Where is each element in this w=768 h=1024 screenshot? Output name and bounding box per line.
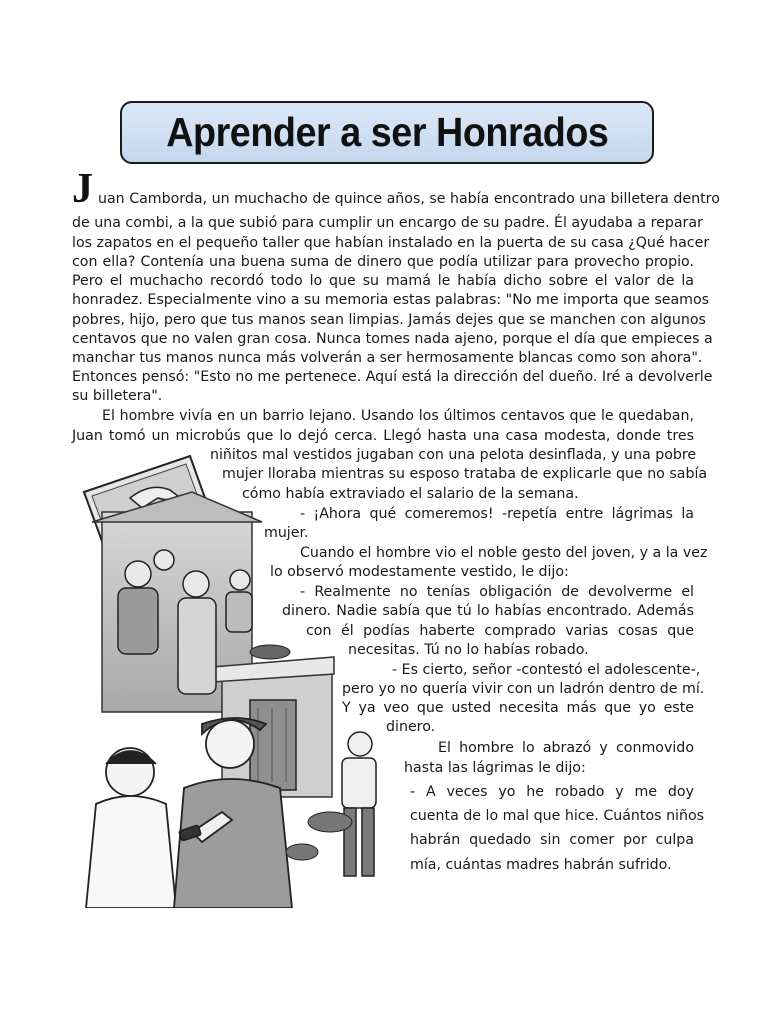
page-title: Aprender a ser Honrados [165, 109, 609, 155]
text-line: niñitos mal vestidos jugaban con una pelota desinflada, y una pobre [210, 447, 697, 463]
text-line: pobres, hijo, pero que tus manos sean limpias. Jamás dejes que se manchen con algunos [72, 312, 706, 328]
ground-rocks [286, 812, 352, 860]
story-illustration [72, 452, 402, 908]
text-line: de una combi, a la que subió para cumplir un encargo de su padre. Él ayudaba a reparar [72, 215, 703, 231]
text-line: - A veces yo he robado y me doy [410, 784, 694, 800]
text-line: mía, cuántas madres habrán sufrido. [410, 857, 672, 873]
text-line: El hombre lo abrazó y conmovido [438, 740, 694, 756]
text-line: mujer lloraba mientras su esposo trataba de explicarle que no sabía [222, 466, 708, 482]
boy-figure [342, 732, 376, 876]
text-line: los zapatos en el pequeño taller que habían instalado en la puerta de su casa ¿Qué hacer [72, 235, 710, 251]
text-line: con él podías haberte comprado varias cosas que [306, 623, 694, 639]
text-line: Cuando el hombre vio el noble gesto del joven, y a la vez [300, 545, 708, 561]
text-line: su billetera". [72, 388, 163, 404]
text-line: con ella? Contenía una buena suma de dinero que podía utilizar para provecho propio. [72, 254, 694, 270]
text-line: - Realmente no tenías obligación de devolverme el [300, 584, 694, 600]
text-line: centavos que no valen gran cosa. Nunca tomes nada ajeno, porque el día que empieces a [72, 331, 713, 347]
title-banner [120, 101, 654, 164]
text-line: mujer. [264, 525, 309, 541]
text-line: Pero el muchacho recordó todo lo que su mamá le había dicho sobre el valor de la [72, 273, 694, 289]
text-line: habrán quedado sin comer por culpa [410, 832, 694, 848]
text-line: necesitas. Tú no lo habías robado. [348, 642, 589, 658]
text-line: dinero. Nadie sabía que tú lo habías encontrado. Además [282, 603, 694, 619]
text-line: Y ya veo que usted necesita más que yo este [342, 700, 694, 716]
text-line: - Es cierto, señor -contestó el adolescente-, [392, 662, 701, 678]
text-line: cuenta de lo mal que hice. Cuántos niños [410, 808, 705, 824]
drop-cap: J [72, 166, 93, 212]
text-line: cómo había extraviado el salario de la semana. [242, 486, 579, 502]
text-line: honradez. Especialmente vino a su memoria estas palabras: "No me importa que seamos [72, 292, 710, 308]
text-line: lo observó modestamente vestido, le dijo: [270, 564, 569, 580]
text-line: dinero. [386, 719, 436, 735]
text-line: manchar tus manos nunca más volverán a ser hermosamente blancas como son ahora". [72, 350, 703, 366]
text-line: pero yo no quería vivir con un ladrón dentro de mí. [342, 681, 705, 697]
text-line: Juan tomó un microbús que lo dejó cerca. Llegó hasta una casa modesta, donde tres [72, 428, 694, 444]
text-line: Entonces pensó: "Esto no me pertenece. Aquí está la dirección del dueño. Iré a devolverle [72, 369, 713, 385]
text-line: hasta las lágrimas le dijo: [404, 760, 586, 776]
text-line: El hombre vivía en un barrio lejano. Usando los últimos centavos que le quedaban, [102, 408, 694, 424]
text-line: - ¡Ahora qué comeremos! -repetía entre lágrimas la [300, 506, 694, 522]
text-line: uan Camborda, un muchacho de quince años, se había encontrado una billetera dentro [98, 191, 720, 207]
